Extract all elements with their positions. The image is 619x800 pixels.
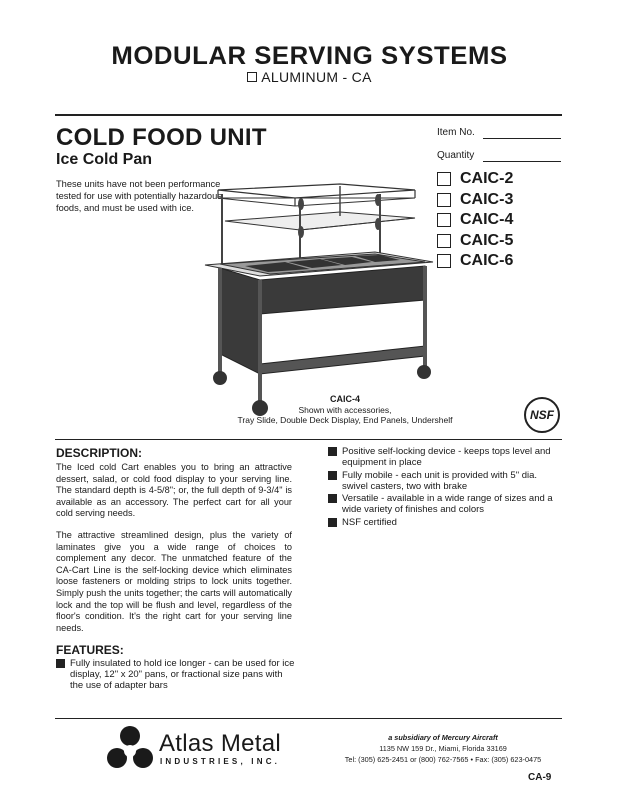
feature-item <box>328 446 560 468</box>
model-option[interactable] <box>437 190 513 211</box>
feature-item <box>328 517 560 528</box>
bullet-square <box>56 659 65 668</box>
model-options <box>437 169 513 272</box>
item-number-line <box>483 138 561 139</box>
brand-name: Atlas Metal <box>159 730 282 757</box>
description-paragraph-1: The Iced cold Cart enables you to bring an attractive dessert, salad, or cold food display to your serving line. The standard depth is 4-5/8"; or, the full depth of 9-3/4" is available as an accessory. The perfect cart for all your cold serving needs. <box>56 462 292 519</box>
features-heading: FEATURES: <box>56 643 124 657</box>
feature-list-left <box>56 658 296 693</box>
feature-item <box>56 658 296 691</box>
item-number-field[interactable] <box>437 127 562 141</box>
company-contact <box>330 732 556 765</box>
quantity-label: Quantity <box>437 150 475 161</box>
material-label: ALUMINUM - CA <box>261 69 372 85</box>
item-number-label: Item No. <box>437 127 475 138</box>
model-label: CAIC-2 <box>460 170 514 188</box>
model-option[interactable] <box>437 251 513 272</box>
feature-text: Versatile - available in a wide range of sizes and a wide variety of finishes and colors <box>342 493 553 515</box>
material-option <box>0 69 619 85</box>
feature-list-right <box>328 446 560 529</box>
atlas-logo-icon <box>105 724 155 774</box>
document-title: MODULAR SERVING SYSTEMS <box>111 42 508 70</box>
bullet-square <box>328 494 337 503</box>
header-divider <box>55 114 562 116</box>
address-line: 1135 NW 159 Dr., Miami, Florida 33169 <box>379 744 507 753</box>
bullet-square <box>328 447 337 456</box>
feature-item <box>328 470 560 492</box>
feature-text: NSF certified <box>342 516 397 528</box>
caption-line-1: Shown with accessories, <box>298 404 392 415</box>
atlas-metal-logo <box>105 724 295 774</box>
description-heading: DESCRIPTION: <box>56 446 143 460</box>
aluminum-checkbox[interactable] <box>247 72 257 82</box>
brand-subtitle: INDUSTRIES, INC. <box>160 757 281 766</box>
model-label: CAIC-5 <box>460 231 514 249</box>
quantity-field[interactable] <box>437 150 562 164</box>
footer-divider <box>55 718 562 719</box>
feature-text: Positive self-locking device - keeps tops level and equipment in place <box>342 446 551 468</box>
subsidiary-line: a subsidiary of Mercury Aircraft <box>388 733 498 742</box>
model-label: CAIC-6 <box>460 252 514 270</box>
nsf-certification-badge: NSF <box>524 397 560 433</box>
model-option[interactable] <box>437 210 513 231</box>
quantity-line <box>483 161 561 162</box>
phone-line: Tel: (305) 625-2451 or (800) 762-7565 • Fax: (305) 623-0475 <box>344 755 542 764</box>
product-subtitle: Ice Cold Pan <box>56 151 153 168</box>
page-number: CA-9 <box>528 772 552 783</box>
safety-notice: These units have not been performance tested for use with potentially hazardous foods, and must be used with ice. <box>56 179 222 213</box>
bullet-square <box>328 518 337 527</box>
caption-line-2: Tray Slide, Double Deck Display, End Panels, Undershelf <box>237 415 453 425</box>
illustration-caption <box>237 394 453 426</box>
feature-text: Fully insulated to hold ice longer - can be used for ice display, 12" x 20" pans, or fractional size pans with the use of adapter bars <box>70 658 295 691</box>
model-label: CAIC-3 <box>460 190 514 208</box>
bullet-square <box>328 471 337 480</box>
cold-food-cart-illustration <box>200 176 440 422</box>
section-divider <box>55 439 562 440</box>
caption-model: CAIC-4 <box>329 394 360 404</box>
feature-item <box>328 493 560 515</box>
model-option[interactable] <box>437 169 513 190</box>
model-option[interactable] <box>437 231 513 252</box>
feature-text: Fully mobile - each unit is provided with 5" dia. swivel casters, two with brake <box>342 469 538 492</box>
description-paragraph-2: The attractive streamlined design, plus the variety of laminates give you a wide range of choices to complement any decor. The unmatched feature of the CA-Cart Line is the self-locking device which eliminates loose fasteners or molding strips to lock units together. Simply push the units together; the carts will automatically lock and the top will be flush and level, regardless of the floor's condition. It's the right cart for your serving line needs. <box>56 530 292 633</box>
model-label: CAIC-4 <box>460 211 514 229</box>
product-title: COLD FOOD UNIT <box>56 124 267 151</box>
